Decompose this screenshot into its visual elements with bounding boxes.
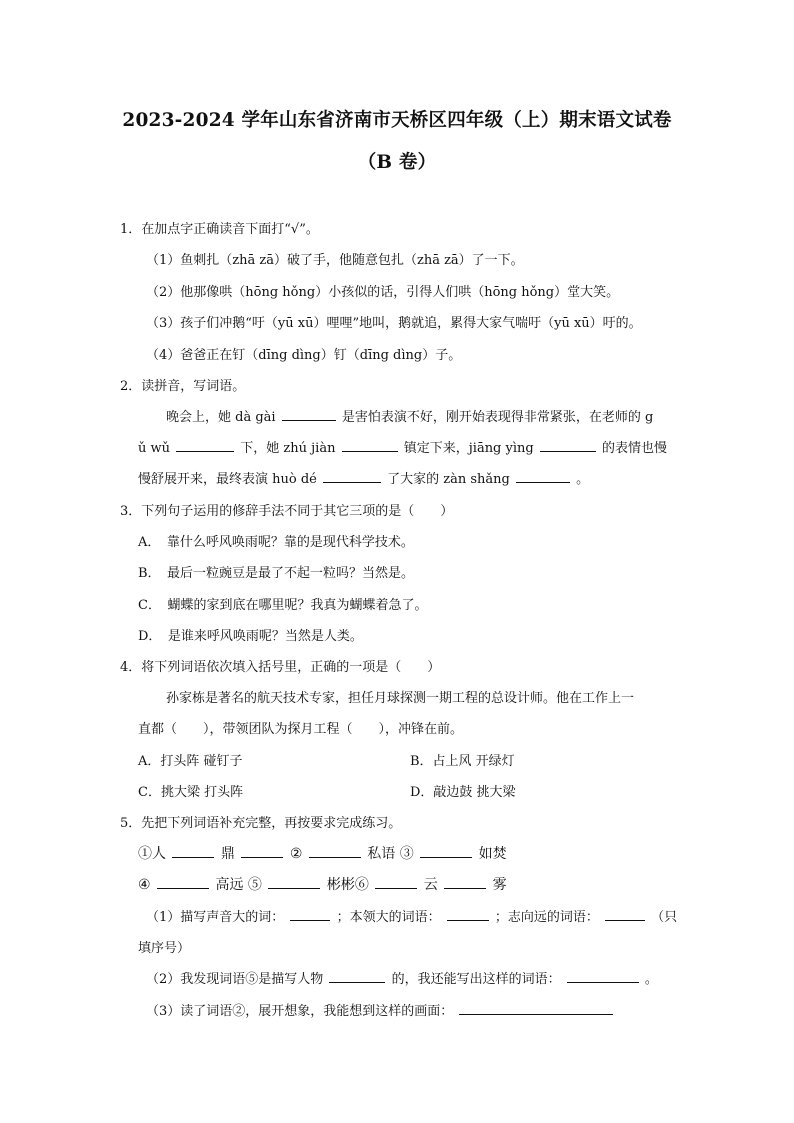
question-3-option-c[interactable]: C． 蝴蝶的家到底在哪里呢？我真为蝴蝶着急了。 [138,598,428,613]
question-5-idiom-row-1 [138,843,507,863]
idiom-text: ④ [138,877,151,893]
answer-blank[interactable] [540,450,596,452]
idiom-text: ⑤ [247,877,262,893]
answer-blank[interactable] [176,450,234,452]
answer-blank[interactable] [444,887,486,889]
question-4-option-b[interactable]: B．占上风 开绿灯 [410,754,515,769]
idiom-text: 彬彬⑥ [326,877,369,893]
idiom-text: 高远 [215,877,244,893]
question-3-option-d[interactable]: D． 是谁来呼风唤雨呢？当然是人类。 [138,629,363,644]
answer-blank[interactable] [375,887,417,889]
idiom-text: ② [289,846,303,862]
question-5-stem: 5．先把下列词语补充完整，再按要求完成练习。 [120,816,402,831]
question-2-line-1 [166,406,653,425]
question-4-passage-line-2: 直都（ ），带领团队为探月工程（ ），冲锋在前。 [138,722,464,737]
answer-blank[interactable] [323,481,381,483]
q2-text: 下，她 zhú jiàn [240,441,336,456]
question-3-option-a[interactable]: A． 靠什么呼风唤雨呢？靠的是现代科学技术。 [138,535,414,550]
question-1-item-3: （3）孩子们冲鹅“吁（yū xū）哩哩”地叫，鹅就追，累得大家气喘吁（yū xū）吁的。 [146,316,642,331]
q2-text: 是害怕表演不好，刚开始表现得非常紧张，在老师的 g [341,410,654,425]
answer-blank[interactable] [309,856,361,858]
question-4-option-c[interactable]: C．挑大梁 打头阵 [138,785,244,800]
idiom-text: ①人 [138,846,166,862]
q5-text: ；本领大的词语： [336,910,441,925]
question-1-stem: 1．在加点字正确读音下面打“√”。 [120,222,319,237]
answer-blank[interactable] [157,887,209,889]
question-4-option-d[interactable]: D．敲边鼓 挑大梁 [410,785,516,800]
idiom-text: 如焚 [478,846,507,862]
answer-blank[interactable] [567,981,639,983]
question-4-option-a[interactable]: A．打头阵 碰钉子 [138,754,243,769]
question-3-option-b[interactable]: B． 最后一粒豌豆是最了不起一粒吗？当然是。 [138,566,415,581]
q2-text: 的表情也慢 [602,441,668,456]
answer-blank[interactable] [290,919,330,921]
question-3-stem: 3．下列句子运用的修辞手法不同于其它三项的是（ ） [120,504,454,519]
q2-text: 了大家的 zàn shǎng [387,472,510,487]
answer-blank[interactable] [282,419,336,421]
answer-blank[interactable] [447,919,489,921]
question-5-idiom-row-2 [138,874,507,894]
q5-text: （1）描写声音大的词： [146,910,285,925]
q5-text: ；志向远的词语： [494,910,599,925]
idiom-text: ③ [399,846,414,862]
q5-text: 。 [644,972,658,987]
q2-text: 慢舒展开来，最终表演 huò dé [138,472,317,487]
idiom-text: 云 [423,877,438,893]
question-4-stem: 4．将下列词语依次填入括号里，正确的一项是（ ） [120,660,441,675]
q5-text: 的，我还能写出这样的词语： [391,972,561,987]
answer-blank[interactable] [459,1013,613,1015]
question-4-passage-line-1: 孙家栋是著名的航天技术专家，担任月球探测一期工程的总设计师。他在工作上一 [166,691,635,706]
idiom-text: 雾 [492,877,507,893]
q2-text: 晚会上，她 dà gài [166,410,276,425]
q2-text: ǔ wǔ [138,441,171,456]
idiom-text: 鼎 [220,846,235,862]
answer-blank[interactable] [605,919,645,921]
q5-text: （只 [651,910,678,925]
q5-text: （2）我发现词语⑤是描写人物 [146,972,324,987]
answer-blank[interactable] [268,887,320,889]
answer-blank[interactable] [342,450,398,452]
question-5-sub-1-cont: 填序号） [138,941,191,956]
question-2-line-2 [138,437,667,456]
exam-title: 2023-2024 学年山东省济南市天桥区四年级（上）期末语文试卷 [122,110,672,131]
answer-blank[interactable] [329,981,385,983]
question-2-stem: 2．读拼音，写词语。 [120,379,246,394]
q5-text: （3）读了词语②，展开想象，我能想到这样的画面： [146,1004,454,1019]
exam-subtitle: （B 卷） [357,152,437,173]
answer-blank[interactable] [420,856,472,858]
q2-text: 。 [576,472,590,487]
answer-blank[interactable] [172,856,214,858]
answer-blank[interactable] [516,481,570,483]
question-5-sub-2 [146,968,658,987]
question-5-sub-3 [146,1000,615,1019]
question-1-item-1: （1）鱼刺扎（zhā zā）破了手，他随意包扎（zhā zā）了一下。 [146,253,524,268]
question-2-line-3 [138,468,589,487]
question-5-sub-1 [146,906,677,925]
answer-blank[interactable] [241,856,283,858]
idiom-text: 私语 [367,846,396,862]
question-1-item-2: （2）他那像哄（hōng hǒng）小孩似的话，引得人们哄（hōng hǒng）堂大笑。 [146,285,620,300]
q2-text: 镇定下来，jiāng yìng [403,441,534,456]
question-1-item-4: （4）爸爸正在钉（dīng dìng）钉（dīng dìng）子。 [146,348,462,363]
